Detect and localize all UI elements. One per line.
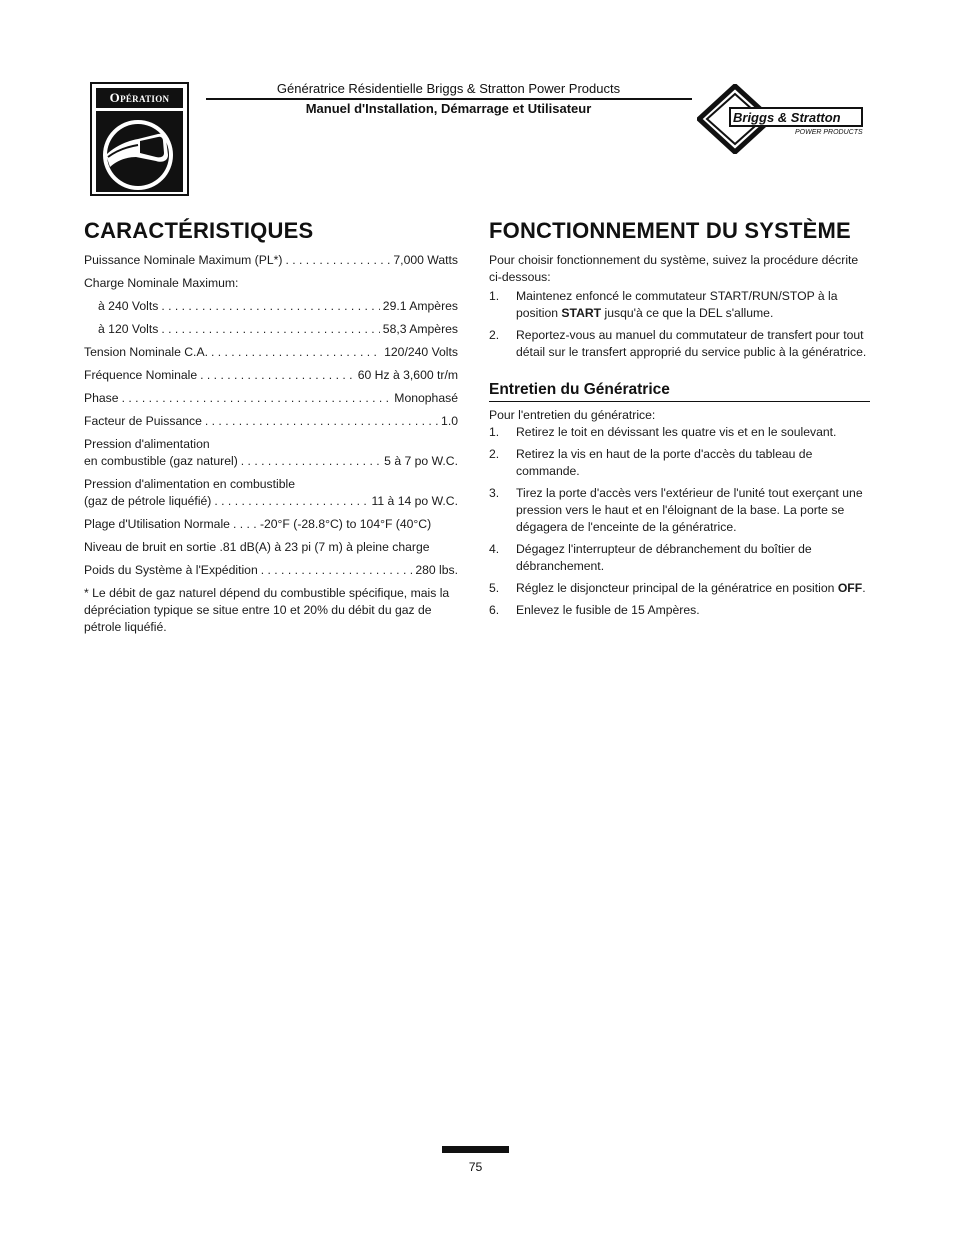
footer-divider: [442, 1152, 509, 1153]
list-item: 1. Retirez le toit en dévissant les quatre vis et en le soulevant.: [489, 425, 837, 439]
spec-row: Pression d'alimentation en combustible (gaz de pétrole liquéfié) . . . 11 à 14 po W.C.: [84, 476, 458, 510]
operation-intro: Pour choisir fonctionnement du système, suivez la procédure décrite ci-dessous:: [489, 253, 859, 284]
maintenance-heading: Entretien du Génératrice: [489, 380, 870, 402]
spec-row: Puissance Nominale Maximum (PL*) . . . 7,000 Watts: [84, 252, 458, 269]
header-subtitle: Manuel d'Installation, Démarrage et Utilisateur: [305, 101, 592, 116]
operation-steps: [489, 288, 870, 361]
spec-row: Niveau de bruit en sortie .81 dB(A) à 23 pi (7 m) à pleine charge: [84, 540, 430, 554]
page-number: 75: [468, 1160, 483, 1174]
briggs-stratton-logo: [697, 84, 869, 159]
spec-row: Fréquence Nominale . . . 60 Hz à 3,600 tr/m: [84, 367, 458, 384]
spec-row: Phase . . . Monophasé: [84, 390, 458, 407]
list-item: 4. Dégagez l'interrupteur de débranchement du boîtier de débranchement.: [489, 542, 812, 573]
specifications-heading: CARACTÉRISTIQUES: [84, 218, 314, 243]
list-item: 2. Reportez-vous au manuel du commutateur de transfert pour tout détail sur le transfert approprié du service public à la génératrice.: [489, 328, 867, 359]
hand-icon: [96, 111, 183, 192]
logo-brand-text: Briggs & Stratton: [733, 110, 841, 125]
spec-row: Poids du Système à l'Expédition . . . 280 lbs.: [84, 562, 458, 579]
spec-row: à 120 Volts . . . 58,3 Ampères: [84, 321, 458, 338]
specifications-section: [84, 218, 458, 648]
header-divider: [206, 98, 692, 100]
spec-row: Plage d'Utilisation Normale . . . -20°F (-28.8°C) to 104°F (40°C): [84, 516, 458, 533]
list-item: 5. Réglez le disjoncteur principal de la génératrice en position OFF.: [489, 581, 866, 595]
operation-badge-label: Opération: [96, 88, 183, 108]
maintenance-intro: Pour l'entretien du génératrice:: [489, 408, 656, 422]
spec-row: Pression d'alimentation en combustible (gaz naturel) . . . 5 à 7 po W.C.: [84, 436, 458, 470]
list-item: 2. Retirez la vis en haut de la porte d'accès du tableau de commande.: [489, 447, 813, 478]
specifications-footnote: * Le débit de gaz naturel dépend du combustible spécifique, mais la dépréciation typique se situe entre 10 et 20% du débit du gaz de pétrole liquéfié.: [84, 586, 450, 634]
spec-row: Facteur de Puissance . . . 1.0: [84, 413, 458, 430]
spec-row: Charge Nominale Maximum:: [84, 276, 239, 290]
list-item: 3. Tirez la porte d'accès vers l'extérieur de l'unité tout exerçant une pression vers le haut et en l'éloignant de la base. La porte se dégagera de l'enceinte de la génératrice.: [489, 486, 863, 534]
spec-row: à 240 Volts . . . 29.1 Ampères: [84, 298, 458, 315]
list-item: 6. Enlevez le fusible de 15 Ampères.: [489, 603, 700, 617]
operation-heading: FONCTIONNEMENT DU SYSTÈME: [489, 218, 851, 243]
header-title: Génératrice Résidentielle Briggs & Stratton Power Products: [276, 81, 621, 96]
maintenance-steps: [489, 424, 870, 619]
operation-badge: [90, 82, 189, 196]
specifications-list: [84, 252, 458, 579]
operation-section: [489, 218, 870, 624]
logo-tagline-text: POWER PRODUCTS: [795, 129, 863, 136]
spec-row: Tension Nominale C.A. . . . 120/240 Volts: [84, 344, 458, 361]
list-item: 1. Maintenez enfoncé le commutateur START/RUN/STOP à la position START jusqu'à ce que la DEL s'allume.: [489, 289, 838, 320]
